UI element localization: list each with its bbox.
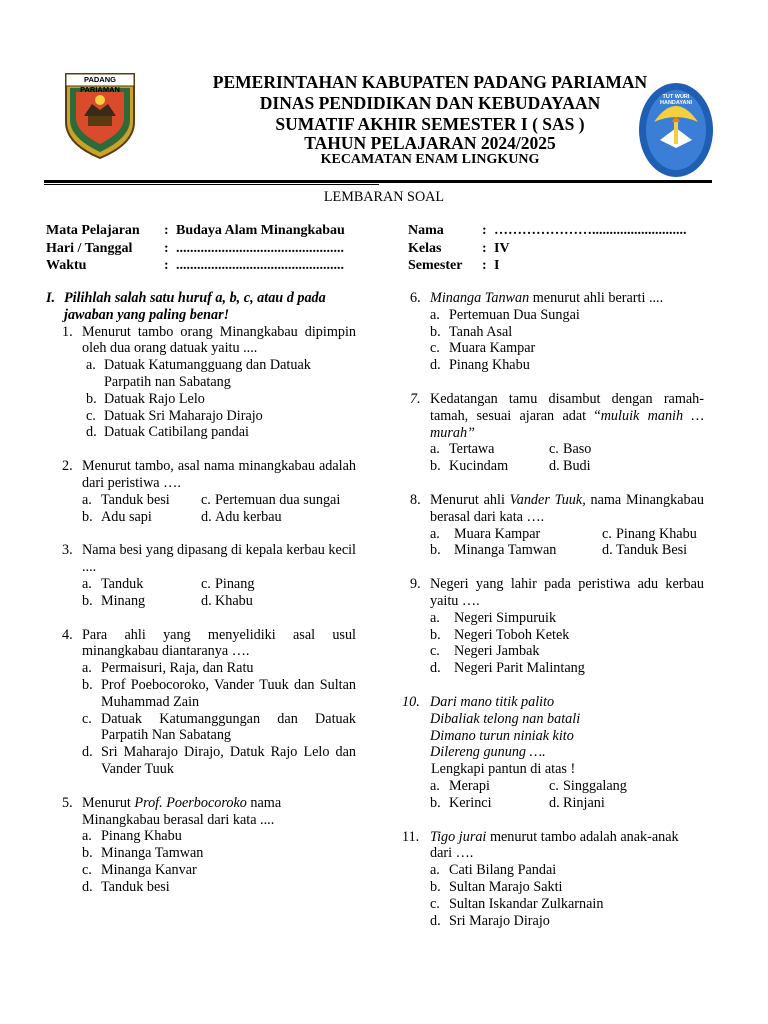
option-text: Tanduk Besi bbox=[616, 542, 688, 559]
option-letter: c. bbox=[602, 525, 612, 542]
option-d bbox=[82, 744, 356, 778]
header-line-4: TAHUN PELAJARAN 2024/2025 bbox=[304, 133, 556, 153]
option-b bbox=[82, 845, 356, 862]
info-row bbox=[46, 222, 345, 240]
option-letter: b. bbox=[430, 626, 441, 643]
option-d bbox=[549, 795, 605, 812]
option-letter: b. bbox=[430, 542, 441, 559]
question-text-pre: Menurut ahli bbox=[430, 491, 510, 508]
option-d bbox=[430, 660, 704, 677]
option-b bbox=[82, 677, 356, 711]
option-letter: d. bbox=[549, 794, 560, 811]
info-sep: : bbox=[482, 258, 487, 273]
question-text-post: menurut ahli berarti .... bbox=[529, 290, 664, 306]
option-text: Pertemuan Dua Sungai bbox=[449, 306, 580, 323]
question-number: 11. bbox=[402, 828, 420, 845]
option-a bbox=[86, 357, 356, 391]
option-text: Sultan Iskandar Zulkarnain bbox=[449, 895, 604, 912]
question-9 bbox=[394, 576, 704, 677]
pantun-line-4 bbox=[430, 744, 704, 761]
question-text-post: nama Minangkabau berasal dari kata .... bbox=[82, 794, 282, 828]
option-letter: a. bbox=[430, 777, 440, 794]
info-label: Semester bbox=[408, 258, 463, 273]
question-number: 4. bbox=[62, 626, 73, 643]
pantun-text: Dilereng gunung …. bbox=[430, 744, 546, 761]
option-text: Cati Bilang Pandai bbox=[449, 862, 557, 879]
option-text: Minang bbox=[101, 592, 146, 609]
option-text: Singgalang bbox=[563, 777, 627, 794]
info-sep: : bbox=[164, 240, 169, 256]
option-text: Adu sapi bbox=[101, 508, 152, 525]
question-text-emphasis: Prof. Poerbocoroko bbox=[134, 794, 247, 811]
question-6 bbox=[394, 290, 704, 374]
option-a bbox=[82, 492, 201, 509]
info-sep: : bbox=[482, 240, 487, 256]
option-c bbox=[82, 862, 356, 879]
info-left bbox=[46, 222, 345, 275]
option-text: Negeri Jambak bbox=[454, 643, 540, 660]
option-text: Merapi bbox=[449, 777, 490, 794]
option-text: Pinang Khabu bbox=[616, 525, 697, 542]
question-number bbox=[402, 694, 420, 711]
info-sep: : bbox=[482, 223, 487, 238]
info-row bbox=[46, 257, 345, 275]
option-c bbox=[602, 526, 697, 543]
question-7 bbox=[394, 391, 704, 475]
option-text: Tanduk besi bbox=[101, 491, 170, 508]
question-text-emphasis: Vander Tuuk, bbox=[509, 491, 586, 508]
question-1 bbox=[46, 324, 356, 442]
info-value: Budaya Alam Minangkabau bbox=[176, 223, 345, 238]
question-number: 3. bbox=[62, 542, 73, 559]
option-b bbox=[430, 542, 602, 559]
question-number-text: 10. bbox=[402, 693, 420, 710]
option-text: Negeri Parit Malintang bbox=[454, 660, 585, 677]
option-row bbox=[430, 526, 704, 543]
option-c bbox=[82, 711, 356, 745]
question-number bbox=[410, 391, 421, 408]
question-10 bbox=[394, 694, 704, 812]
question-text-pre: Kedatangan tamu disambut dengan ramah-tamah, sesuai ajaran adat “ bbox=[430, 390, 704, 424]
option-b bbox=[430, 458, 549, 475]
option-letter: a. bbox=[430, 862, 440, 879]
question-5 bbox=[46, 795, 356, 896]
question-8 bbox=[394, 492, 704, 559]
option-letter: b. bbox=[430, 323, 441, 340]
option-letter: c. bbox=[82, 710, 92, 727]
question-text-post: menurut tambo adalah anak-anak dari …. bbox=[430, 828, 679, 862]
option-letter: a. bbox=[430, 441, 440, 458]
question-prompt: Lengkapi pantun di atas ! bbox=[431, 761, 576, 778]
question-text: Nama besi yang dipasang di kepala kerbau kecil .... bbox=[82, 542, 356, 576]
option-letter: b. bbox=[430, 878, 441, 895]
option-text: Rinjani bbox=[563, 794, 605, 811]
option-text: Pinang Khabu bbox=[101, 828, 182, 845]
option-text: Pinang bbox=[215, 575, 255, 592]
option-c bbox=[430, 896, 704, 913]
option-a bbox=[430, 526, 602, 543]
option-text: Negeri Toboh Ketek bbox=[454, 626, 570, 643]
option-row bbox=[430, 441, 704, 458]
option-letter: d. bbox=[430, 660, 441, 677]
option-d bbox=[602, 542, 687, 559]
option-c bbox=[86, 408, 356, 425]
left-logo-label: PADANG PARIAMAN bbox=[80, 75, 120, 94]
option-letter: d. bbox=[430, 912, 441, 929]
question-text: Negeri yang lahir pada peristiwa adu kerbau yaitu …. bbox=[430, 576, 704, 609]
option-c bbox=[430, 643, 704, 660]
info-row bbox=[46, 240, 345, 258]
option-text: Muara Kampar bbox=[454, 525, 541, 542]
option-d bbox=[201, 593, 253, 610]
info-value: I bbox=[494, 258, 500, 273]
question-number: 2. bbox=[62, 458, 73, 475]
option-letter: c. bbox=[201, 491, 211, 508]
option-letter: a. bbox=[82, 491, 92, 508]
option-text: Datuak Sri Maharajo Dirajo bbox=[104, 407, 263, 424]
option-text: Budi bbox=[563, 458, 591, 475]
pantun-line-1 bbox=[430, 694, 704, 711]
header-line-1: PEMERINTAHAN KABUPATEN PADANG PARIAMAN bbox=[212, 72, 648, 92]
option-a bbox=[430, 610, 704, 627]
option-letter: c. bbox=[430, 895, 440, 912]
option-row bbox=[430, 795, 704, 812]
option-letter: c. bbox=[201, 575, 211, 592]
pantun-line-2 bbox=[430, 711, 704, 728]
option-b bbox=[430, 879, 704, 896]
option-c bbox=[549, 778, 627, 795]
right-column bbox=[394, 290, 704, 929]
option-b bbox=[86, 391, 356, 408]
section-line-1: Pilihlah salah satu huruf a, b, c, atau d pada bbox=[64, 290, 326, 306]
section-instruction bbox=[46, 290, 356, 324]
option-c bbox=[201, 576, 254, 593]
option-letter: d. bbox=[430, 357, 441, 374]
option-a bbox=[430, 778, 549, 795]
question-number: 5. bbox=[62, 794, 73, 811]
option-row bbox=[82, 509, 356, 526]
option-a bbox=[82, 576, 201, 593]
option-letter: d. bbox=[82, 744, 93, 761]
option-row bbox=[430, 778, 704, 795]
option-letter: a. bbox=[82, 575, 92, 592]
option-text: Minanga Tamwan bbox=[454, 542, 557, 559]
header-divider-thick bbox=[44, 180, 712, 183]
info-label: Kelas bbox=[408, 240, 442, 256]
option-letter: b. bbox=[82, 508, 93, 525]
option-letter: b. bbox=[86, 390, 97, 407]
pantun-text: Dimano turun niniak kito bbox=[430, 727, 574, 744]
section-line-2: jawaban yang paling benar! bbox=[64, 306, 230, 323]
option-d bbox=[430, 357, 704, 374]
info-row bbox=[408, 222, 687, 240]
question-number-text: 7. bbox=[410, 390, 421, 407]
option-text: Datuak Katumangguang dan Datuak Parpatih nan Sabatang bbox=[104, 357, 311, 390]
option-text: Sri Marajo Dirajo bbox=[449, 912, 550, 929]
question-11 bbox=[394, 829, 704, 930]
option-text: Tanduk besi bbox=[101, 878, 170, 895]
option-row bbox=[430, 542, 704, 559]
option-text: Pertemuan dua sungai bbox=[215, 491, 341, 508]
option-row bbox=[430, 458, 704, 475]
option-text: Negeri Simpuruik bbox=[454, 609, 557, 626]
option-text: Muara Kampar bbox=[449, 340, 536, 357]
padang-pariaman-logo bbox=[62, 70, 138, 160]
question-number: 1. bbox=[62, 323, 73, 340]
info-label: Waktu bbox=[46, 258, 87, 273]
info-right bbox=[408, 222, 687, 275]
option-text: Prof Poebocoroko, Vander Tuuk dan Sultan Muhammad Zain bbox=[101, 676, 356, 710]
info-sep: : bbox=[164, 258, 169, 273]
option-letter: c. bbox=[549, 441, 559, 458]
option-text: Tertawa bbox=[449, 441, 495, 458]
info-label: Nama bbox=[408, 223, 444, 238]
option-row bbox=[82, 593, 356, 610]
info-row bbox=[408, 240, 687, 258]
question-text-emphasis: Minanga Tanwan bbox=[430, 290, 530, 306]
info-sep: : bbox=[164, 223, 169, 238]
question-text: Menurut tambo orang Minangkabau dipimpin oleh dua orang datuak yaitu .... bbox=[82, 323, 356, 357]
info-label: Hari / Tanggal bbox=[46, 240, 133, 256]
info-value: IV bbox=[494, 240, 510, 256]
option-letter: d. bbox=[86, 424, 97, 441]
option-a bbox=[430, 862, 704, 879]
info-value: …………………........................... bbox=[494, 223, 687, 238]
pantun-line-3 bbox=[430, 728, 704, 745]
option-letter: b. bbox=[82, 592, 93, 609]
option-a bbox=[82, 828, 356, 845]
option-letter: c. bbox=[430, 340, 440, 357]
option-text: Minanga Kanvar bbox=[101, 861, 197, 878]
option-text: Sri Maharajo Dirajo, Datuk Rajo Lelo dan Vander Tuuk bbox=[101, 744, 356, 777]
option-d bbox=[201, 509, 282, 526]
question-text-pre: Menurut bbox=[82, 794, 135, 811]
option-letter: c. bbox=[549, 777, 559, 794]
option-b bbox=[82, 509, 201, 526]
option-text: Sultan Marajo Sakti bbox=[449, 878, 563, 895]
pantun-text: Dari mano titik palito bbox=[430, 693, 555, 710]
option-d bbox=[549, 458, 591, 475]
question-text bbox=[430, 290, 704, 307]
question-text: Para ahli yang menyelidiki asal usul minangkabau diantaranya …. bbox=[82, 626, 356, 660]
option-letter: a. bbox=[430, 306, 440, 323]
option-text: Permaisuri, Raja, dan Ratu bbox=[101, 660, 254, 677]
question-text bbox=[82, 795, 356, 829]
question-text-emphasis: muluik manih … murah” bbox=[430, 407, 704, 441]
option-d bbox=[86, 424, 356, 441]
info-value: ................................................ bbox=[176, 240, 344, 256]
option-text: Baso bbox=[563, 441, 592, 458]
option-b bbox=[430, 627, 704, 644]
option-letter: d. bbox=[201, 508, 212, 525]
option-letter: d. bbox=[201, 592, 212, 609]
option-text: Kerinci bbox=[449, 794, 492, 811]
option-text: Khabu bbox=[215, 592, 253, 609]
option-d bbox=[82, 879, 356, 896]
option-text: Tanah Asal bbox=[449, 323, 513, 340]
question-number: 8. bbox=[410, 491, 421, 508]
info-label: Mata Pelajaran bbox=[46, 223, 140, 238]
option-b bbox=[430, 324, 704, 341]
option-letter: c. bbox=[86, 407, 96, 424]
option-row bbox=[82, 492, 356, 509]
option-text: Pinang Khabu bbox=[449, 357, 530, 374]
info-value: ................................................ bbox=[176, 258, 344, 273]
option-a bbox=[430, 441, 549, 458]
option-letter: b. bbox=[430, 458, 441, 475]
left-column bbox=[46, 290, 356, 896]
header-divider-thin bbox=[44, 184, 379, 185]
option-b bbox=[430, 795, 549, 812]
option-d bbox=[430, 913, 704, 930]
option-text: Datuak Katumanggungan dan Datuak Parpatih Nan Sabatang bbox=[101, 710, 356, 744]
option-text: Datuak Catibilang pandai bbox=[104, 424, 249, 441]
option-b bbox=[82, 593, 201, 610]
question-text-post: nama Minangkabau berasal dari kata …. bbox=[430, 491, 704, 525]
question-text: Menurut tambo, asal nama minangkabau adalah dari peristiwa …. bbox=[82, 458, 356, 491]
option-letter: a. bbox=[82, 660, 92, 677]
option-c bbox=[549, 441, 591, 458]
option-a bbox=[82, 660, 356, 677]
question-text-emphasis: Tigo jurai bbox=[430, 828, 487, 845]
option-letter: c. bbox=[82, 861, 92, 878]
question-number: 6. bbox=[410, 290, 421, 306]
option-letter: b. bbox=[430, 794, 441, 811]
section-number: I. bbox=[46, 290, 56, 306]
question-4 bbox=[46, 627, 356, 778]
option-letter: a. bbox=[430, 609, 440, 626]
option-letter: d. bbox=[82, 878, 93, 895]
option-c bbox=[430, 340, 704, 357]
question-text bbox=[430, 391, 704, 441]
option-text: Tanduk bbox=[101, 575, 144, 592]
header-line-2: DINAS PENDIDIKAN DAN KEBUDAYAAN bbox=[259, 93, 601, 113]
question-text bbox=[430, 492, 704, 526]
right-logo-label: TUT WURI HANDAYANI bbox=[660, 94, 692, 106]
option-text: Kucindam bbox=[449, 458, 509, 475]
option-text: Datuak Rajo Lelo bbox=[104, 390, 205, 407]
option-letter: a. bbox=[430, 525, 440, 542]
sheet-title: LEMBARAN SOAL bbox=[323, 189, 445, 205]
header-line-3: SUMATIF AKHIR SEMESTER I ( SAS ) bbox=[275, 114, 585, 134]
option-letter: c. bbox=[430, 643, 440, 660]
option-letter: d. bbox=[549, 458, 560, 475]
option-row bbox=[82, 576, 356, 593]
option-letter: a. bbox=[82, 828, 92, 845]
option-letter: b. bbox=[82, 845, 93, 862]
pantun-text: Dibaliak telong nan batali bbox=[430, 710, 581, 727]
option-c bbox=[201, 492, 340, 509]
question-number: 9. bbox=[410, 576, 421, 593]
header-line-5: KECAMATAN ENAM LINGKUNG bbox=[320, 152, 540, 167]
option-text: Adu kerbau bbox=[215, 508, 282, 525]
option-letter: b. bbox=[82, 676, 93, 693]
question-3 bbox=[46, 542, 356, 609]
question-2 bbox=[46, 458, 356, 525]
option-text: Minanga Tamwan bbox=[101, 845, 204, 862]
question-text bbox=[430, 829, 704, 863]
option-letter: a. bbox=[86, 357, 96, 374]
option-a bbox=[430, 307, 704, 324]
option-letter: d. bbox=[602, 542, 613, 559]
info-row bbox=[408, 257, 687, 275]
